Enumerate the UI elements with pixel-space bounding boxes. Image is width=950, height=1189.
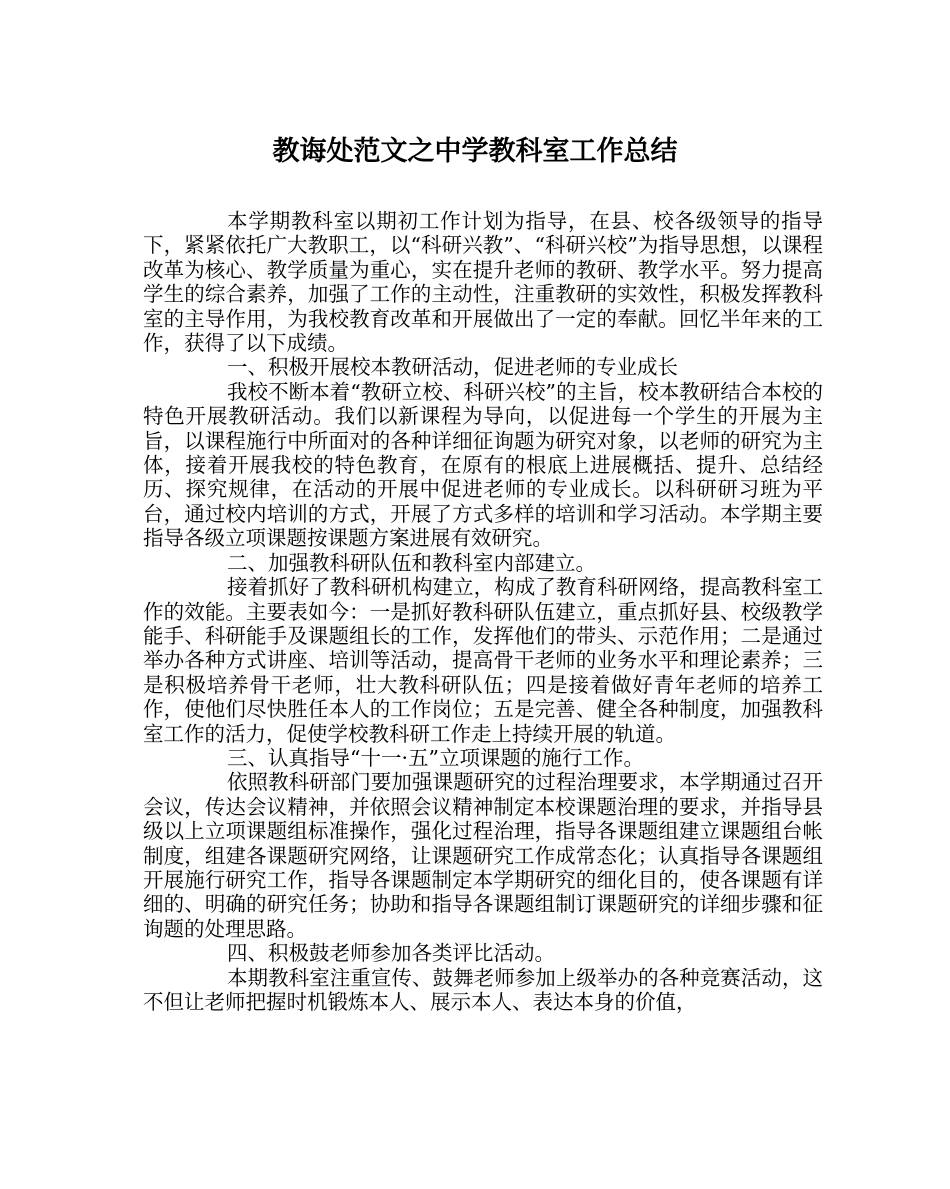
document-title: 教诲处范文之中学教科室工作总结 — [272, 136, 678, 167]
section-heading-1: 一、积极开展校本教研活动，促进老师的专业成长 — [227, 355, 678, 380]
paragraph-intro: 本学期教科室以期初工作计划为指导，在县、校各级领导的指导下，紧紧依托广大教职工，以“科研兴教”、“科研兴校”为指导思想，以课程改革为核心、教学质量为重心，实在提升老师的教研、教学水平。努力提高学生的综合素养，加强了工作的主动性，注重教研的实效性，积极发挥教科室的主导作用，为我校教育改革和开展做出了一定的奉献。回忆半年来的工作，获得了以下成绩。 — [143, 209, 823, 356]
section-heading-3: 三、认真指导“十一·五”立项课题的施行工作。 — [227, 745, 644, 770]
document-body — [143, 209, 823, 1014]
paragraph-section-3: 依照教科研部门要加强课题研究的过程治理要求，本学期通过召开会议，传达会议精神，并依照会议精神制定本校课题治理的要求，并指导县级以上立项课题组标准操作，强化过程治理，指导各课题组建立课题组台帐制度，组建各课题研究网络，让课题研究工作成常态化；认真指导各课题组开展施行研究工作，指导各课题制定本学期研究的细化目的，使各课题有详细的、明确的研究任务；协助和指导各课题组制订课题研究的详细步骤和征询题的处理思路。 — [143, 770, 823, 941]
paragraph-section-1: 我校不断本着“教研立校、科研兴校”的主旨，校本教研结合本校的特色开展教研活动。我们以新课程为导向，以促进每一个学生的开展为主旨，以课程施行中所面对的各种详细征询题为研究对象，以老师的研究为主体，接着开展我校的特色教育，在原有的根底上进展概括、提升、总结经历、探究规律，在活动的开展中促进老师的专业成长。以科研研习班为平台，通过校内培训的方式，开展了方式多样的培训和学习活动。本学期主要指导各级立项课题按课题方案进展有效研究。 — [143, 379, 823, 551]
paragraph-section-2: 接着抓好了教科研机构建立，构成了教育科研网络，提高教科室工作的效能。主要表如今：一是抓好教科研队伍建立，重点抓好县、校级教学能手、科研能手及课题组长的工作，发挥他们的带头、示范作用；二是通过举办各种方式讲座、培训等活动，提高骨干老师的业务水平和理论素养；三是积极培养骨干老师，壮大教科研队伍；四是接着做好青年老师的培养工作，使他们尽快胜任本人的工作岗位；五是完善、健全各种制度，加强教科室工作的活力，促使学校教科研工作走上持续开展的轨道。 — [143, 575, 823, 746]
paragraph-section-4: 本期教科室注重宣传、鼓舞老师参加上级举办的各种竞赛活动，这不但让老师把握时机锻炼本人、展示本人、表达本身的价值， — [143, 965, 823, 1014]
section-heading-4: 四、积极鼓老师参加各类评比活动。 — [227, 941, 555, 966]
section-heading-2: 二、加强教科研队伍和教科室内部建立。 — [227, 550, 596, 575]
